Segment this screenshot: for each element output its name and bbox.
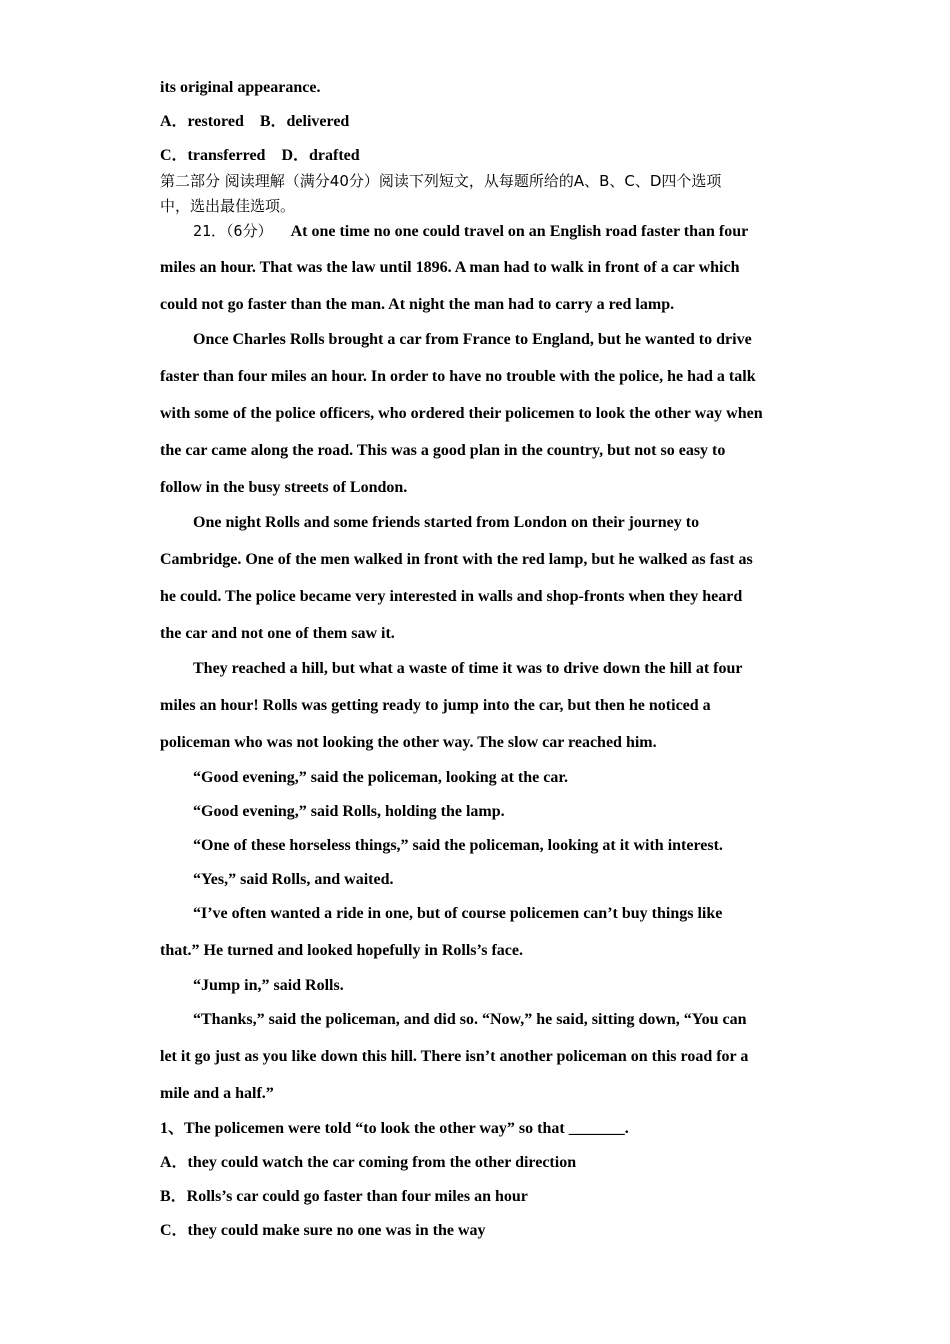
- passage-line: policeman who was not looking the other way. The slow car reached him.: [160, 734, 657, 751]
- option-c: C．they could make sure no one was in the way: [160, 1222, 486, 1239]
- passage-line: could not go faster than the man. At night the man had to carry a red lamp.: [160, 296, 675, 313]
- options-c-d: C．transferred D．drafted: [160, 147, 360, 164]
- dialogue-line: “Jump in,” said Rolls.: [193, 977, 344, 994]
- question-label: 21．（6分）: [193, 222, 273, 240]
- passage-line: 21．（6分） At one time no one could travel on an English road faster than four: [193, 222, 749, 240]
- option-b: B．Rolls’s car could go faster than four miles an hour: [160, 1188, 528, 1205]
- passage-line: follow in the busy streets of London.: [160, 479, 408, 496]
- dialogue-line: “Good evening,” said Rolls, holding the lamp.: [193, 803, 505, 820]
- section-heading-line-2: 中，选出最佳选项。: [160, 197, 296, 215]
- dialogue-line: “Good evening,” said the policeman, looking at the car.: [193, 769, 568, 786]
- passage-line: the car and not one of them saw it.: [160, 625, 395, 642]
- dialogue-line: “One of these horseless things,” said the policeman, looking at it with interest.: [193, 837, 723, 854]
- passage-line: the car came along the road. This was a good plan in the country, but not so easy to: [160, 442, 726, 459]
- passage-line: miles an hour! Rolls was getting ready to jump into the car, but then he noticed a: [160, 697, 711, 714]
- passage-line: faster than four miles an hour. In order to have no trouble with the police, he had a talk: [160, 368, 756, 385]
- dialogue-line: mile and a half.”: [160, 1085, 274, 1102]
- passage-line: Once Charles Rolls brought a car from France to England, but he wanted to drive: [193, 331, 752, 348]
- passage-line: One night Rolls and some friends started from London on their journey to: [193, 514, 700, 531]
- dialogue-line: let it go just as you like down this hill. There isn’t another policeman on this road for a: [160, 1048, 749, 1065]
- previous-sentence-end: its original appearance.: [160, 79, 321, 96]
- dialogue-line: that.” He turned and looked hopefully in Rolls’s face.: [160, 942, 523, 959]
- passage-line: Cambridge. One of the men walked in front with the red lamp, but he walked as fast as: [160, 551, 753, 568]
- dialogue-line: “Thanks,” said the policeman, and did so. “Now,” he said, sitting down, “You can: [193, 1011, 747, 1028]
- dialogue-line: “Yes,” said Rolls, and waited.: [193, 871, 394, 888]
- dialogue-line: “I’ve often wanted a ride in one, but of course policemen can’t buy things like: [193, 905, 723, 922]
- options-a-b: A．restored B．delivered: [160, 113, 350, 130]
- passage-line: miles an hour. That was the law until 1896. A man had to walk in front of a car which: [160, 259, 740, 276]
- passage-line: with some of the police officers, who ordered their policemen to look the other way when: [160, 405, 763, 422]
- question-stem: 1、The policemen were told “to look the other way” so that _______.: [160, 1120, 629, 1137]
- passage-line: he could. The police became very interested in walls and shop-fronts when they heard: [160, 588, 743, 605]
- option-a: A．they could watch the car coming from the other direction: [160, 1154, 577, 1171]
- passage-line: They reached a hill, but what a waste of time it was to drive down the hill at four: [193, 660, 743, 677]
- section-heading-line-1: 第二部分 阅读理解（满分40分）阅读下列短文，从每题所给的A、B、C、D四个选项: [160, 172, 722, 190]
